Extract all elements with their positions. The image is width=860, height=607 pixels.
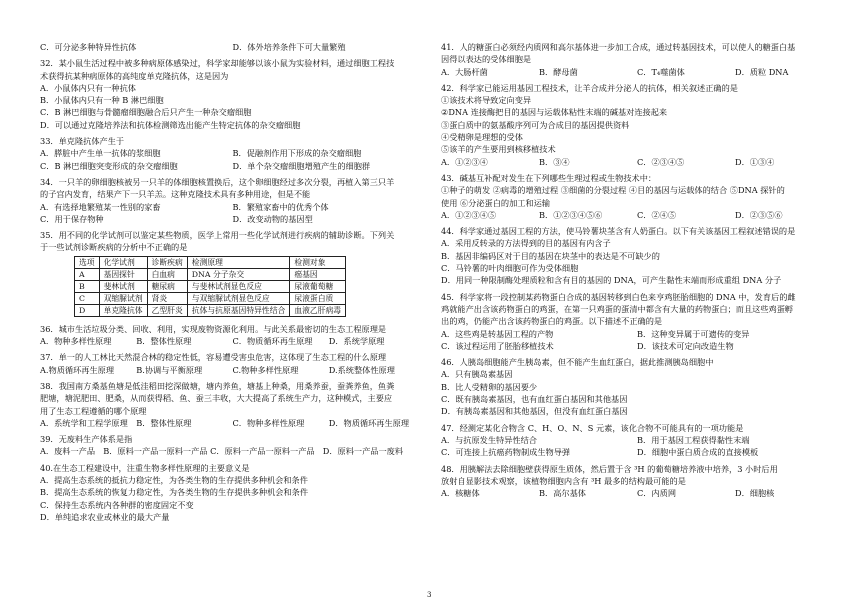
table-row <box>75 292 346 304</box>
page-number: 3 <box>427 591 432 599</box>
option: A．与抗原发生特异性结合 <box>441 434 537 445</box>
question-44 <box>441 225 833 286</box>
option-line: A．废料一产品 B．原料一产品一原料一产品 C．原料一产品一原料一产品 D．原料一产品一废料 <box>40 446 404 457</box>
question-stem: 44．科学家通过基因工程的方法，使马铃薯块茎含有人奶蛋白。以下有关该基因工程叙述错误的是 <box>441 226 796 237</box>
table-header: 检测对象 <box>290 256 346 268</box>
question-34 <box>40 176 425 225</box>
table-cell: 双缩脲试剂 <box>99 292 147 304</box>
option: C．可分泌多种特异性抗体 <box>40 42 137 52</box>
question-45 <box>441 291 833 352</box>
table-cell: 癌基因 <box>290 268 346 280</box>
table-cell: 尿液葡萄糖 <box>290 280 346 292</box>
option: A．提高生态系统的抵抗力稳定性，为各类生物的生存提供多种机会和条件 <box>40 475 308 486</box>
statement-item: ③蛋白质中的氨基酸序列可为合成目的基因提供资料 <box>441 119 630 130</box>
table-header: 检测原理 <box>187 256 290 268</box>
question-stem: 48．用胰解法去除细胞壁获得原生质体，然后置于含 ³H 的葡萄糖培养液中培养，3 小时后用 <box>441 463 778 474</box>
question-46 <box>441 356 833 417</box>
option: D．改变动物的基因型 <box>232 213 313 224</box>
option: D．细胞核 <box>735 488 775 499</box>
table-cell: 抗体与抗原基因特异性结合 <box>187 304 290 316</box>
question-stem: 43．碱基互补配对发生在下列哪些生理过程或生物技术中： <box>441 172 657 183</box>
option: C．B 淋巴细胞与骨髓瘤细胞融合后只产生一种杂交瘤细胞 <box>40 107 252 118</box>
table-row <box>75 268 346 280</box>
option: D．质粒 DNA <box>735 66 789 77</box>
option: B．③④ <box>539 156 570 167</box>
question-stem: 46．人胰岛细胞能产生胰岛素，但不能产生血红蛋白，据此推测胰岛细胞中 <box>441 357 714 368</box>
question-36 <box>40 323 425 348</box>
option: D．①③④ <box>735 156 775 167</box>
table-cell: 糖尿病 <box>147 280 187 292</box>
question-stem: 出的鸡，仍能产出含该药物蛋白的鸡蛋。以下描述不正确的是 <box>441 316 663 327</box>
question-48 <box>441 463 833 500</box>
table-cell: 尿液蛋白质 <box>290 292 346 304</box>
question-41 <box>441 41 833 78</box>
question-stem: 鸡就能产出含该药物蛋白的鸡蛋，在第一只鸡蛋的蛋清中都含有大量的药物蛋白；而且这些鸡蛋孵 <box>441 303 794 314</box>
option: C．用于保存物种 <box>40 213 104 224</box>
question-stem: 40.在生态工程建设中，注重生物多样性原理的主要意义是 <box>40 462 250 473</box>
question-33 <box>40 135 425 172</box>
option: B．①②③④⑤⑥ <box>539 209 603 220</box>
option: C．物质循环再生原理 <box>232 336 313 347</box>
question-stem: 39．无废料生产体系是指 <box>40 434 133 445</box>
option: C．保持生态系统内各种群的密度固定不变 <box>40 499 194 510</box>
option: A．物种多样性原理 <box>40 336 112 347</box>
table-cell: 白血病 <box>147 268 187 280</box>
option: B．比人受精卵的基因要少 <box>441 381 538 392</box>
option: C．物种多样性原理 <box>232 417 305 428</box>
option: D．单个杂交瘤细胞增殖产生的细胞群 <box>232 160 371 171</box>
question-stem: 的子宫内发育，结果产下一只羊羔。这种克隆技术具有多种用途，但是不能 <box>40 189 311 200</box>
option: D．物质循环再生原理 <box>328 417 410 428</box>
table-row <box>75 280 346 292</box>
option: B．酵母菌 <box>539 66 578 77</box>
option: D.系统整体性原理 <box>328 364 395 375</box>
option: C．既有胰岛素基因，也有血红蛋白基因和其他基因 <box>441 394 628 405</box>
q31-options <box>40 41 425 53</box>
question-35 <box>40 229 425 317</box>
option: D．单纯追求农业或林业的最大产量 <box>40 511 170 522</box>
option: B．用于基因工程获得黏性末端 <box>637 434 750 445</box>
option: D．该技术可定向改造生物 <box>637 340 734 351</box>
option: B．提高生态系统的恢复力稳定性，为各类生物的生存提供多种机会和条件 <box>40 487 309 498</box>
option: A．有选择地繁殖某一性别的家畜 <box>40 201 161 212</box>
statement-item: 使用 ⑥分泌蛋白的加工和运输 <box>441 197 551 208</box>
table-row <box>75 304 346 316</box>
statement-item: ⑤该羊的产生要用到核移植技术 <box>441 144 556 155</box>
option: A．小鼠体内只有一种抗体 <box>40 82 136 93</box>
question-38 <box>40 380 425 429</box>
table-cell: 肾炎 <box>147 292 187 304</box>
table-cell: A <box>75 268 100 280</box>
question-39 <box>40 433 425 458</box>
option: C．②③④⑤ <box>637 156 685 167</box>
question-stem: 放射自显影技术观察，该植物细胞内含有 ³H 最多的结构最可能的是 <box>441 475 686 486</box>
table-cell: 基因探针 <box>99 268 147 280</box>
table-header: 选项 <box>75 256 100 268</box>
question-37 <box>40 351 425 376</box>
table-cell: B <box>75 280 100 292</box>
option: B．高尔基体 <box>539 488 586 499</box>
option: C．马铃薯的叶肉细胞可作为受体细胞 <box>441 263 579 274</box>
option: C．该过程运用了胚胎移植技术 <box>441 340 554 351</box>
option: A．这些鸡是转基因工程的产物 <box>441 328 554 339</box>
question-32 <box>40 57 425 131</box>
left-column <box>40 0 425 523</box>
statement-item: ②DNA 连接酶把目的基因与运载体粘性末端的碱基对连接起来 <box>441 107 668 118</box>
option: C．T₄噬菌体 <box>637 66 685 77</box>
right-column <box>441 0 833 499</box>
option: B．繁殖家畜中的优秀个体 <box>232 201 329 212</box>
option: A．大肠杆菌 <box>441 66 488 77</box>
table-cell: DNA 分子杂交 <box>187 268 290 280</box>
question-stem: 33．单克隆抗体产生于 <box>40 136 125 147</box>
question-40 <box>40 462 425 523</box>
question-stem: 32．某小鼠生活过程中被多种病原体感染过，科学家却能够以该小鼠为实验材料，通过细胞工程技 <box>40 58 395 69</box>
option: C．②④⑤ <box>637 209 677 220</box>
table-cell: 与斐林试剂显色反应 <box>187 280 290 292</box>
table-cell: 单克隆抗体 <box>99 304 147 316</box>
diagnosis-table <box>74 256 346 317</box>
option: D．系统学原理 <box>328 336 385 347</box>
option: B．促融剂作用下形成的杂交瘤细胞 <box>232 148 362 159</box>
question-stem: 于一些试剂诊断疾病的分析中不正确的是 <box>40 242 188 253</box>
question-stem: 45．科学家将一段控制某药物蛋白合成的基因转移到白色来亨鸡胚胎细胞的 DNA 中，发育后的雌 <box>441 291 796 302</box>
table-header-row <box>75 256 346 268</box>
question-stem: 肥塘，塘泥肥田、肥桑，从而获得稻、鱼、蚕三丰收，大大提高了系统生产力，这种模式，主要应 <box>40 393 393 404</box>
question-stem: 37．单一的人工林比天然混合林的稳定性低，容易遭受害虫危害，这体现了生态工程的什么原理 <box>40 352 387 363</box>
statement-item: ①该技术将导致定向变异 <box>441 95 532 106</box>
option: A．核糖体 <box>441 488 480 499</box>
statement-item: ④受精卵是理想的受体 <box>441 132 523 143</box>
option: C．内质网 <box>637 488 677 499</box>
question-stem: 41．人的糖蛋白必须经内质网和高尔基体进一步加工合成，通过转基因技术，可以使人的糖蛋白基 <box>441 42 796 52</box>
option: D．用同一种限制酶处理质粒和含有目的基因的 DNA，可产生黏性末端而形成重组 DNA 分子 <box>441 275 782 286</box>
option: B．整体性原理 <box>136 336 192 347</box>
option: C．B 淋巴细胞突变形成的杂交瘤细胞 <box>40 160 178 171</box>
question-stem: 用了生态工程遵循的哪个原理 <box>40 405 147 416</box>
option: D．细胞中蛋白质合成的直接模板 <box>637 447 759 458</box>
option: B．小鼠体内只有一种 B 淋巴细胞 <box>40 95 164 106</box>
question-stem: 35．用不同的化学试剂可以鉴定某些物质，医学上常用一些化学试剂进行疾病的辅助诊断。下列关 <box>40 230 395 241</box>
option: C.物种多样性原理 <box>232 364 299 375</box>
statement-item: ①种子的萌发 ②病毒的增殖过程 ③细菌的分裂过程 ④目的基因与运载体的结合 ⑤DNA 探针的 <box>441 185 785 196</box>
question-stem: 47．经测定某化合物含 C、H、O、N、S 元素，该化合物不可能具有的一项功能是 <box>441 422 744 433</box>
option: A．只有胰岛素基因 <box>441 369 513 380</box>
option: B．这种变异属于可遗传的变异 <box>637 328 750 339</box>
option: D．可以通过克隆培养法和抗体检测筛选出能产生特定抗体的杂交瘤细胞 <box>40 119 301 130</box>
option: D．体外培养条件下可大量繁殖 <box>232 42 346 52</box>
question-stem: 34．一只羊的卵细胞核被另一只羊的体细胞核置换后，这个卵细胞经过多次分裂，再植入第三只羊 <box>40 176 395 187</box>
question-47 <box>441 422 833 459</box>
question-43 <box>441 172 833 221</box>
option: B．整体性原理 <box>136 417 192 428</box>
option: D．有胰岛素基因和其他基因，但没有血红蛋白基因 <box>441 406 628 417</box>
question-stem: 术获得抗某种病原体的高纯度单克隆抗体，这是因为 <box>40 70 229 81</box>
question-stem: 因得以表达的受体细胞是 <box>441 54 532 65</box>
option: C．可连接上抗癌药物制成生物导弹 <box>441 447 571 458</box>
table-cell: 乙型肝炎 <box>147 304 187 316</box>
question-stem: 36．城市生活垃圾分类、回收、利用，实现废物资源化利用。与此关系最密切的生态工程原理是 <box>40 323 387 334</box>
option: B.协调与平衡原理 <box>136 364 203 375</box>
table-cell: 斐林试剂 <box>99 280 147 292</box>
table-cell: C <box>75 292 100 304</box>
table-cell: D <box>75 304 100 316</box>
question-stem: 42．科学家已能运用基因工程技术，让羊合成并分泌人的抗体，相关叙述正确的是 <box>441 82 738 93</box>
table-cell: 与双缩脲试剂显色反应 <box>187 292 290 304</box>
option: B．基因非编码区对于目的基因在块茎中的表达是不可缺少的 <box>441 250 660 261</box>
table-header: 化学试剂 <box>99 256 147 268</box>
table-cell: 血液乙肝病毒 <box>290 304 346 316</box>
question-stem: 38．我国南方桑基鱼塘是低洼稻田挖深做塘，塘内养鱼，塘基上种桑，用桑养蚕，蚕粪养鱼，鱼粪 <box>40 380 395 391</box>
table-header: 诊断疾病 <box>147 256 187 268</box>
option: D．②③⑤⑥ <box>735 209 783 220</box>
question-42 <box>441 82 833 168</box>
option: A．①②③④⑤ <box>441 209 497 220</box>
option: A．①②③④ <box>441 156 488 167</box>
option: A．采用反转录的方法得到的目的基因有内含子 <box>441 238 611 249</box>
option: A.物质循环再生原理 <box>40 364 115 375</box>
option: A．系统学和工程学原理 <box>40 417 128 428</box>
option: A．膵脏中产生单一抗体的浆细胞 <box>40 148 161 159</box>
